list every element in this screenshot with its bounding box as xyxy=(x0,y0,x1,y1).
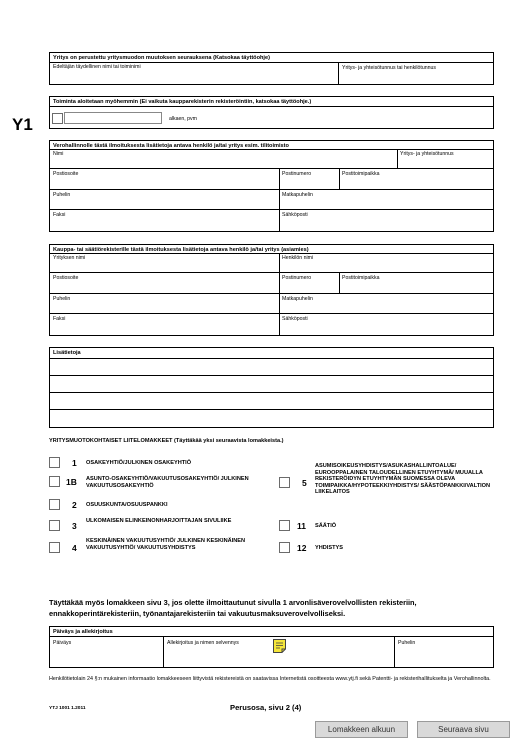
tax-id-label: Yritys- ja yhteisötunnus xyxy=(400,151,454,157)
section-signature xyxy=(49,626,494,668)
form-12-number: 12 xyxy=(297,543,307,553)
trade-fax-label: Faksi xyxy=(53,316,66,322)
tax-fax-label: Faksi xyxy=(53,212,66,218)
section-header: Toiminta aloitetaan myöhemmin (Ei vaikuta kaupparekisterin rekisteröintiin, katsokaa täyttöohje.) xyxy=(53,99,312,105)
form-12-label: YHDISTYS xyxy=(315,545,343,551)
section-header: Päiväys ja allekirjoitus xyxy=(53,629,113,635)
predecessor-name-label: Edeltäjän täydellinen nimi tai toiminimi xyxy=(53,64,141,70)
form-1-number: 1 xyxy=(72,458,77,468)
tax-city-label: Postitoimipaikka xyxy=(342,171,380,177)
tax-email-label: Sähköposti xyxy=(282,212,308,218)
section-start-later xyxy=(49,96,494,129)
footnote: Henkilötietolain 24 §:n mukainen informaatio lomakkeeseen liittyvistä rekistereistä on saatavissa Internetistä osoitteesta www.ytj.fi sekä Patentti- ja rekisterihallitukselta ja Verohallinnolta. xyxy=(49,676,491,682)
tax-postal-code-label: Postinumero xyxy=(282,171,312,177)
section-trade-contact xyxy=(49,244,494,336)
trade-mobile-label: Matkapuhelin xyxy=(282,296,313,302)
trade-phone-label: Puhelin xyxy=(53,296,71,302)
trade-person-name-label: Henkilön nimi xyxy=(282,255,314,261)
form-2-checkbox[interactable] xyxy=(49,499,60,510)
section-header: Yritys on perustettu yritysmuodon muutoksen seurauksena (Katsokaa täyttöohje) xyxy=(53,55,270,61)
page-code: Y1 xyxy=(12,115,33,134)
form-3-number: 3 xyxy=(72,521,77,531)
form-11-label: SÄÄTIÖ xyxy=(315,523,337,529)
form-start-button[interactable]: Lomakkeen alkuun xyxy=(315,721,408,738)
forms-header: YRITYSMUOTOKOHTAISET LIITELOMAKKEET (Täyttäkää yksi seuraavista lomakkeista.) xyxy=(49,438,284,444)
signature-phone-label: Puhelin xyxy=(398,640,416,646)
section-header: Kauppa- tai säätiörekisterille tästä ilmoituksesta lisätietoja antava henkilö ja/tai yritys (asiamies) xyxy=(53,247,309,253)
section-header: Verohallinnolle tästä ilmoituksesta lisätietoja antava henkilö ja/tai yritys esim. tilitoimisto xyxy=(53,143,289,149)
form-code: YTJ 1001 1.2011 xyxy=(49,706,86,711)
tax-mobile-label: Matkapuhelin xyxy=(282,192,313,198)
section-additional-info xyxy=(49,347,494,428)
form-2-label: OSUUSKUNTA/OSUUSPANKKI xyxy=(86,502,168,508)
form-1b-number: 1B xyxy=(66,477,77,487)
page-label: Perusosa, sivu 2 (4) xyxy=(230,703,302,712)
trade-email-label: Sähköposti xyxy=(282,316,308,322)
form-4-label: KESKINÄINEN VAKUUTUSYHTIÖ/ JULKINEN KESKINÄINEN VAKUUTUSYHTIÖ/ VAKUUTUSYHDISTYS xyxy=(86,538,246,551)
form-5-number: 5 xyxy=(302,478,307,488)
section-form-change xyxy=(49,52,494,85)
start-later-checkbox[interactable] xyxy=(52,113,63,124)
form-4-checkbox[interactable] xyxy=(49,542,60,553)
form-5-checkbox[interactable] xyxy=(279,477,290,488)
form-11-number: 11 xyxy=(297,521,306,531)
trade-company-name-label: Yrityksen nimi xyxy=(53,255,86,261)
date-label: Päiväys xyxy=(53,640,72,646)
tax-phone-label: Puhelin xyxy=(53,192,71,198)
form-1b-checkbox[interactable] xyxy=(49,476,60,487)
form-1b-label: ASUNTO-OSAKEYHTIÖ/VAKUUTUSOSAKEYHTIÖ/ JULKINEN VAKUUTUSOSAKEYHTIÖ xyxy=(86,476,249,489)
section-header: Lisätietoja xyxy=(53,350,81,356)
form-2-number: 2 xyxy=(72,500,77,510)
form-12-checkbox[interactable] xyxy=(279,542,290,553)
predecessor-id-label: Yritys- ja yhteisötunnus tai henkilötunnus xyxy=(342,65,437,71)
start-date-label: alkaen, pvm xyxy=(169,116,197,122)
trade-city-label: Postitoimipaikka xyxy=(342,275,380,281)
next-page-button[interactable]: Seuraava sivu xyxy=(417,721,510,738)
form-3-checkbox[interactable] xyxy=(49,520,60,531)
tax-address-label: Postiosoite xyxy=(53,171,79,177)
trade-address-label: Postiosoite xyxy=(53,275,79,281)
page3-notice: Täyttäkää myös lomakkeen sivu 3, jos olette ilmoittautunut sivulla 1 arvonlisäverovelvollisten rekisteriin, ennakkoperintärekisteriin, työnantajarekisteriin tai vakuutusmaksuverovelvolliseksi. xyxy=(49,598,417,618)
section-tax-contact xyxy=(49,140,494,232)
form-3-label: ULKOMAISEN ELINKEINONHARJOITTAJAN SIVULIIKE xyxy=(86,518,232,524)
form-11-checkbox[interactable] xyxy=(279,520,290,531)
form-1-label: OSAKEYHTIÖ/JULKINEN OSAKEYHTIÖ xyxy=(86,460,192,466)
note-icon[interactable] xyxy=(273,639,286,653)
start-date-field[interactable] xyxy=(64,112,162,124)
form-4-number: 4 xyxy=(72,543,77,553)
form-1-checkbox[interactable] xyxy=(49,457,60,468)
form-5-label: ASUMISOIKEUSYHDISTYS/ASUKASHALLINTOALUE/ EUROOPPALAINEN TALOUDELLINEN ETUYHTYMÄ/ MUUALLA REKISTERÖIDYN ETUYHTYMÄN SUOMESSA OLEVA TOIMIPAIKKA/HYPOTEEKKIYHDISTYS/ SÄÄSTÖPANKKI/VALTION LIIKELAITOS xyxy=(315,463,491,496)
signature-label: Allekirjoitus ja nimen selvennys xyxy=(167,640,239,646)
tax-name-label: Nimi xyxy=(53,151,64,157)
trade-postal-code-label: Postinumero xyxy=(282,275,312,281)
